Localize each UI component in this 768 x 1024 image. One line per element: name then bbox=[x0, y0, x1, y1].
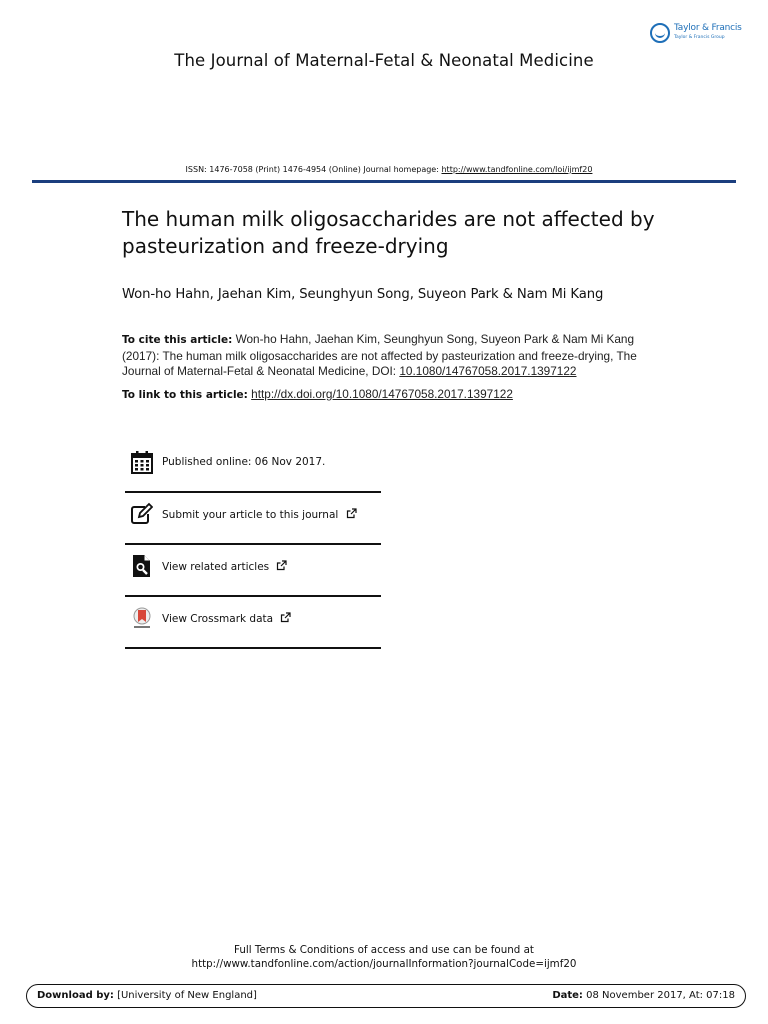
article-info-list bbox=[125, 441, 381, 649]
citation-doi-link[interactable]: 10.1080/14767058.2017.1397122 bbox=[399, 364, 577, 378]
article-link-line bbox=[122, 387, 682, 401]
download-info-bar bbox=[26, 984, 746, 1008]
terms-text: Full Terms & Conditions of access and use can be found at bbox=[234, 944, 534, 956]
edit-icon bbox=[131, 502, 153, 526]
external-link-icon bbox=[346, 508, 357, 519]
download-value: [University of New England] bbox=[117, 990, 257, 1001]
related-articles-text[interactable]: View related articles bbox=[162, 561, 270, 573]
date-label: Date: bbox=[552, 990, 583, 1001]
crossmark-icon bbox=[131, 606, 153, 630]
download-by bbox=[37, 990, 257, 1001]
article-doi-url-link[interactable]: http://dx.doi.org/10.1080/14767058.2017.1397122 bbox=[251, 387, 513, 401]
citation-block bbox=[122, 332, 652, 380]
calendar-icon bbox=[131, 450, 153, 474]
crossmark-text[interactable]: View Crossmark data bbox=[162, 613, 274, 625]
published-online-item bbox=[125, 441, 381, 493]
submit-article-text[interactable]: Submit your article to this journal bbox=[162, 509, 339, 521]
article-link-label: To link to this article: bbox=[122, 389, 248, 401]
external-link-icon bbox=[280, 612, 291, 623]
article-authors: Won-ho Hahn, Jaehan Kim, Seunghyun Song, Suyeon Park & Nam Mi Kang bbox=[122, 287, 604, 302]
publisher-name: Taylor & Francis bbox=[674, 23, 742, 33]
document-search-icon bbox=[131, 554, 153, 578]
issn-text: ISSN: 1476-7058 (Print) 1476-4954 (Online) Journal homepage: bbox=[185, 165, 439, 174]
terms-url-link[interactable]: http://www.tandfonline.com/action/journalInformation?journalCode=ijmf20 bbox=[191, 958, 577, 970]
published-online-text: Published online: 06 Nov 2017. bbox=[162, 456, 326, 468]
submit-article-item[interactable] bbox=[125, 493, 381, 545]
article-title: The human milk oligosaccharides are not affected by pasteurization and freeze-drying bbox=[122, 207, 655, 258]
taylor-francis-logo-icon bbox=[650, 23, 670, 43]
crossmark-item[interactable] bbox=[125, 597, 381, 649]
publisher-logo bbox=[650, 22, 750, 48]
related-articles-item[interactable] bbox=[125, 545, 381, 597]
header-divider bbox=[32, 180, 736, 183]
publisher-subtitle: Taylor & Francis Group bbox=[674, 35, 725, 40]
download-label: Download by: bbox=[37, 990, 114, 1001]
issn-line bbox=[0, 165, 768, 174]
journal-title: The Journal of Maternal-Fetal & Neonatal Medicine bbox=[174, 51, 594, 70]
citation-text: Won-ho Hahn, Jaehan Kim, Seunghyun Song, Suyeon Park & Nam Mi Kang (2017): The human milk oligosaccharides are not affected by pasteurization and freeze-drying, The Journal of Maternal-Fetal & Neonatal Medicine, DOI: bbox=[122, 332, 637, 378]
download-date bbox=[552, 990, 735, 1001]
citation-label: To cite this article: bbox=[122, 334, 233, 346]
external-link-icon bbox=[276, 560, 287, 571]
terms-notice bbox=[0, 943, 768, 971]
journal-homepage-link[interactable]: http://www.tandfonline.com/loi/ijmf20 bbox=[441, 165, 593, 174]
date-value: 08 November 2017, At: 07:18 bbox=[586, 990, 735, 1001]
